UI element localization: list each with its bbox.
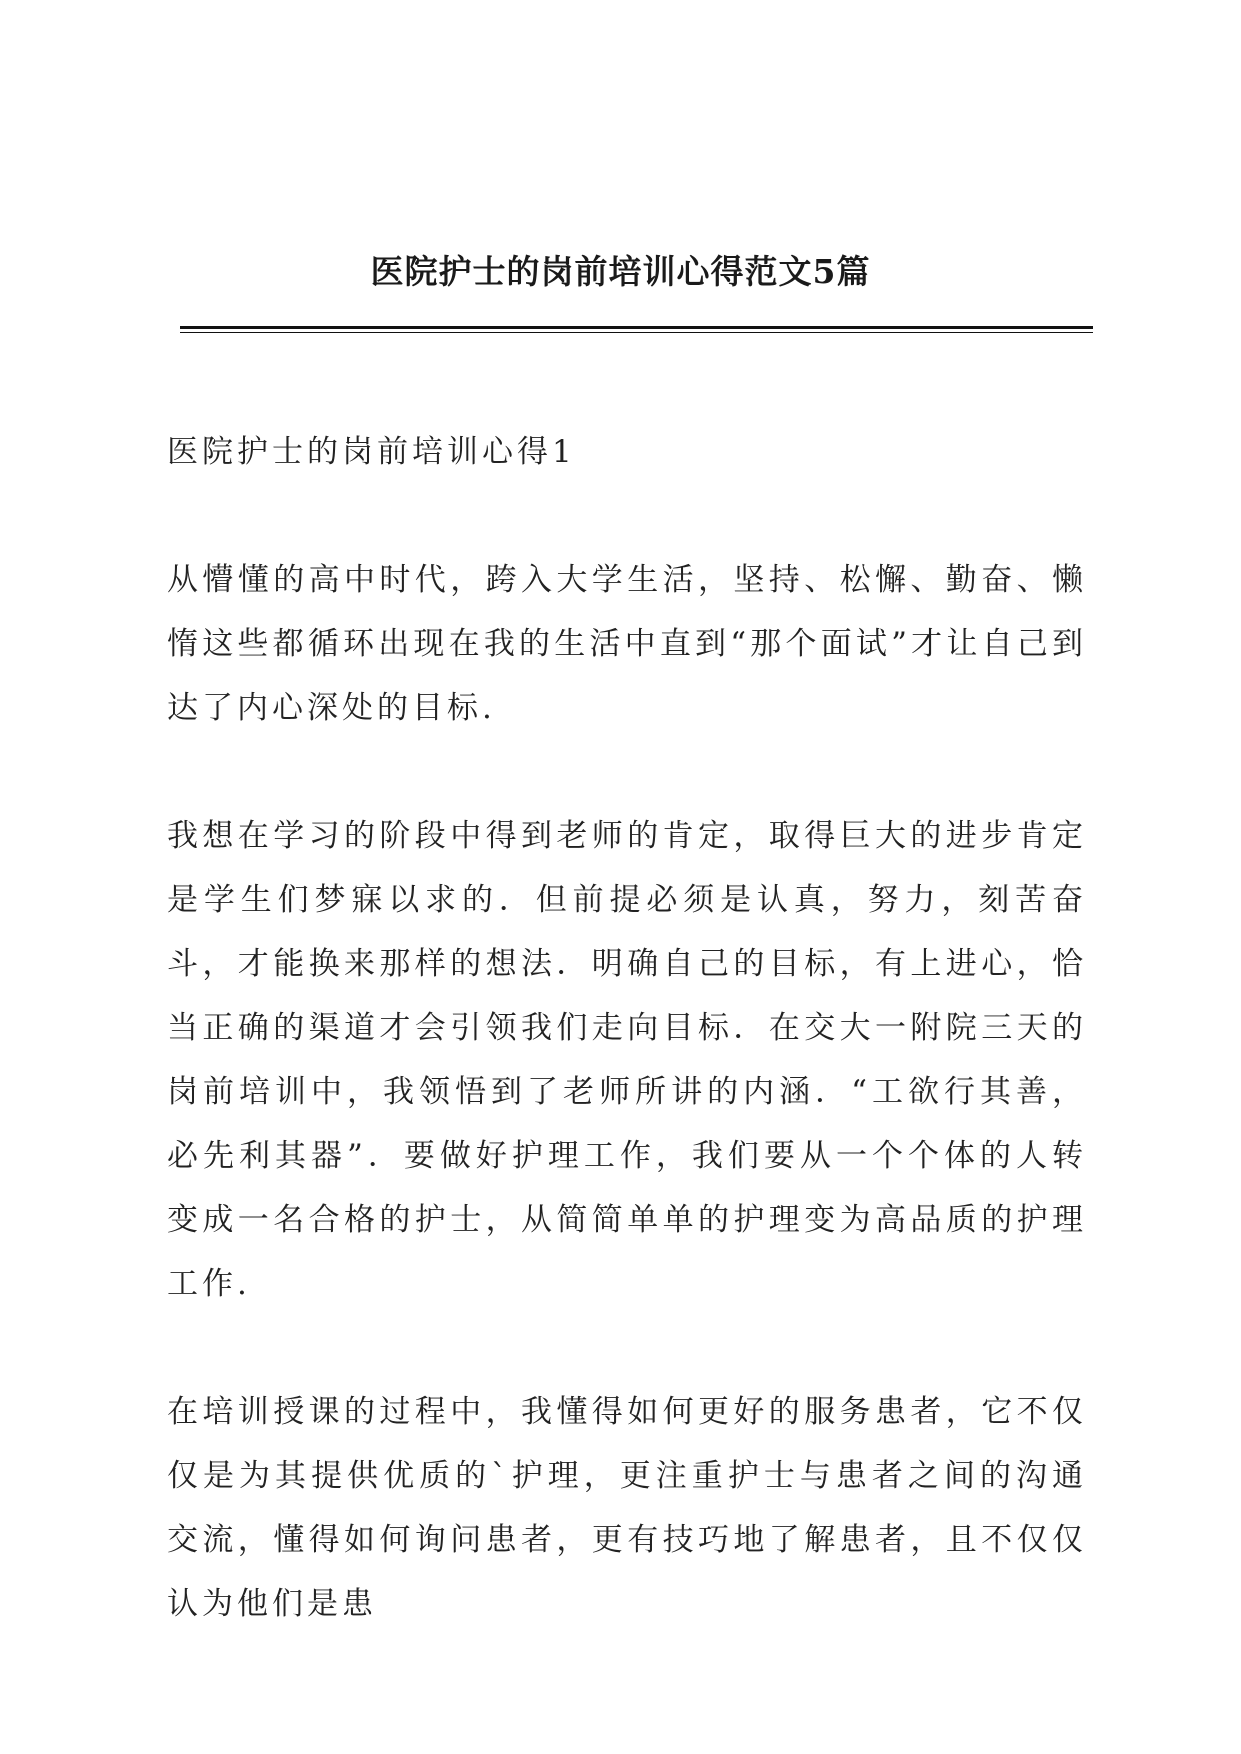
section-heading: 医院护士的岗前培训心得1 [167,434,576,470]
title-divider-thick [180,326,1093,329]
document-body [167,420,1087,1636]
title-divider-thin [180,332,1093,333]
document-title: 医院护士的岗前培训心得范文5篇 [370,252,871,291]
paragraph-2: 我想在学习的阶段中得到老师的肯定，取得巨大的进步肯定是学生们梦寐以求的．但前提必须是认真，努力，刻苦奋斗，才能换来那样的想法．明确自己的目标，有上进心，恰当正确的渠道才会引领我们走向目标．在交大一附院三天的岗前培训中，我领悟到了老师所讲的内涵．“工欲行其善，必先利其器”．要做好护理工作，我们要从一个个体的人转变成一名合格的护士，从简简单单的护理变为高品质的护理工作. [167,818,1087,1302]
paragraph-3: 在培训授课的过程中，我懂得如何更好的服务患者，它不仅仅是为其提供优质的`护理，更注重护士与患者之间的沟通交流，懂得如何询问患者，更有技巧地了解患者，且不仅仅认为他们是患 [167,1394,1087,1622]
paragraph-1: 从懵懂的高中时代，跨入大学生活，坚持、松懈、勤奋、懒惰这些都循环出现在我的生活中直到“那个面试”才让自己到达了内心深处的目标. [167,562,1087,726]
